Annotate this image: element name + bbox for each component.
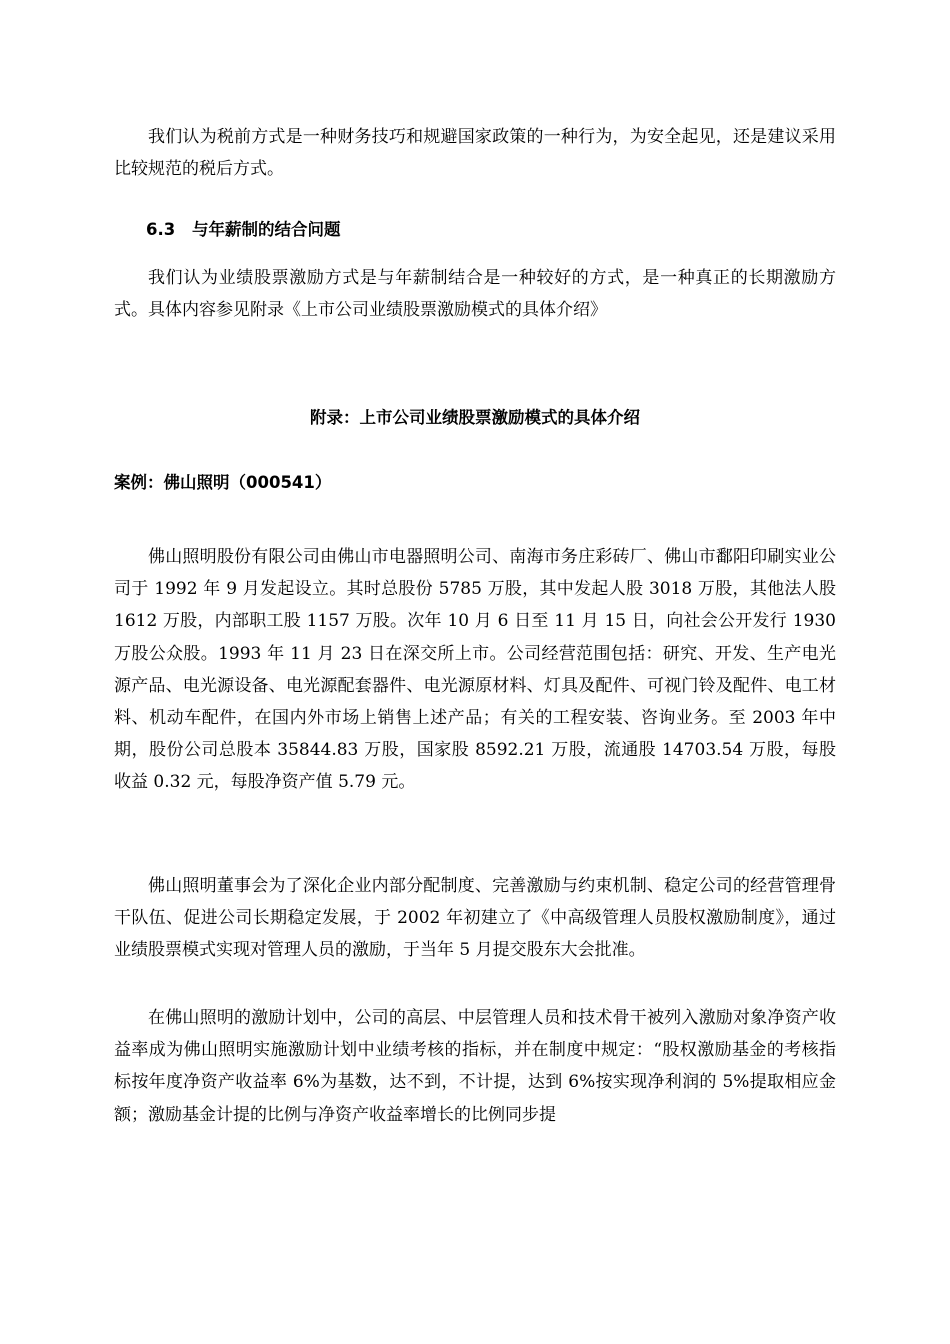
paragraph-annual-salary: 我们认为业绩股票激励方式是与年薪制结合是一种较好的方式，是一种真正的长期激励方式。具体内容参见附录《上市公司业绩股票激励模式的具体介绍》: [114, 268, 836, 321]
section-heading-6-3: [146, 218, 341, 242]
paragraph-tax-method: 我们认为税前方式是一种财务技巧和规避国家政策的一种行为，为安全起见，还是建议采用比较规范的税后方式。: [114, 127, 836, 180]
section-number: 6.3: [146, 220, 176, 239]
paragraph-company-profile: 佛山照明股份有限公司由佛山市电器照明公司、南海市务庄彩砖厂、佛山市鄱阳印刷实业公司于 1992 年 9 月发起设立。其时总股份 5785 万股，其中发起人股 3018 万股，其他法人股 1612 万股，内部职工股 1157 万股。次年 10 月 6 日至 11 月 15 日，向社会公开发行 1930 万股公众股。1993 年 11 月 23 日在深交所上市。公司经营范围包括：研究、开发、生产电光源产品、电光源设备、电光源配套器件、电光源原材料、灯具及配件、可视门铃及配件、电工材料、机动车配件，在国内外市场上销售上述产品；有关的工程安装、咨询业务。至 2003 年中期，股份公司总股本 35844.83 万股，国家股 8592.21 万股，流通股 14703.54 万股，每股收益 0.32 元，每股净资产值 5.79 元。: [114, 547, 836, 793]
appendix-title: 附录：上市公司业绩股票激励模式的具体介绍: [310, 408, 640, 427]
case-title: 案例：佛山照明（000541）: [114, 473, 332, 492]
paragraph-board-incentive: 佛山照明董事会为了深化企业内部分配制度、完善激励与约束机制、稳定公司的经营管理骨干队伍、促进公司长期稳定发展，于 2002 年初建立了《中高级管理人员股权激励制度》，通过业绩股票模式实现对管理人员的激励，于当年 5 月提交股东大会批准。: [114, 876, 836, 961]
paragraph-incentive-plan: 在佛山照明的激励计划中，公司的高层、中层管理人员和技术骨干被列入激励对象净资产收益率成为佛山照明实施激励计划中业绩考核的指标，并在制度中规定：“股权激励基金的考核指标按年度净资产收益率 6%为基数，达不到，不计提，达到 6%按实现净利润的 5%提取相应金额；激励基金计提的比例与净资产收益率增长的比例同步提: [114, 1008, 836, 1125]
section-title: 与年薪制的结合问题: [192, 220, 341, 239]
